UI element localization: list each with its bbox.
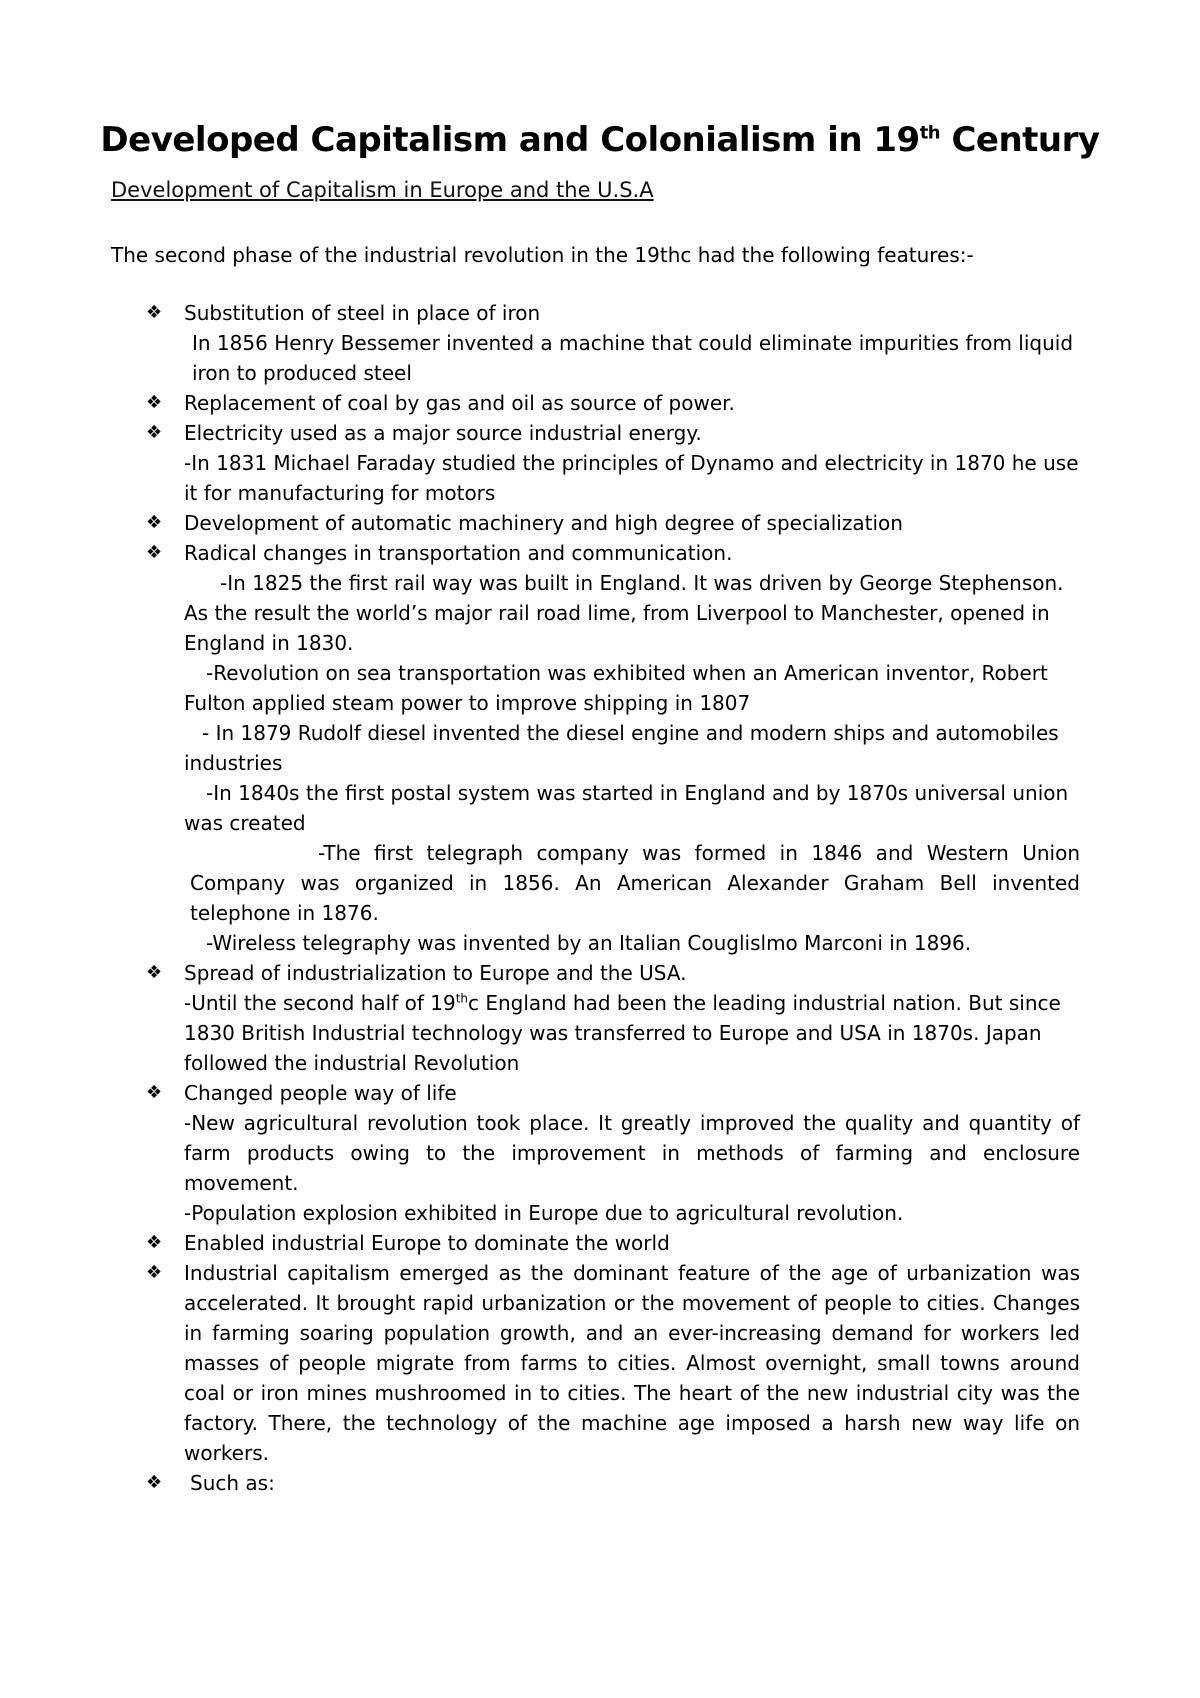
list-item-such-as [146,1468,1080,1498]
diamond-bullet-icon: ❖ [146,302,163,323]
diamond-bullet-icon: ❖ [146,392,163,413]
list-item-dominate [146,1228,1080,1258]
paragraph-text: c England had been the leading industrial nation. But since 1830 British Industrial technology was transferred to Europe and USA in 1870s. Japan followed the industrial Revolution [184,991,1061,1075]
title-text: Developed Capitalism and Colonialism in 19 [100,120,920,160]
title-end-text: Century [940,120,1100,160]
diamond-bullet-icon: ❖ [146,1472,163,1493]
item-paragraph: -In 1831 Michael Faraday studied the principles of Dynamo and electricity in 1870 he use it for manufacturing for motors [184,451,1079,505]
item-heading: Electricity used as a major source industrial energy. [184,421,702,445]
list-item-transport [146,538,1080,958]
page-title [0,120,1200,160]
item-paragraph: -New agricultural revolution took place. It greatly improved the quality and quantity of farm products owing to the improvement in methods of farming and enclosure movement. [184,1111,1080,1195]
section-subtitle: Development of Capitalism in Europe and the U.S.A [111,178,654,202]
item-paragraph: -The first telegraph company was formed in 1846 and Western Union Company was organized in 1856. An American Alexander Graham Bell invented telephone in 1876. [190,841,1080,925]
item-paragraph: -In 1825 the first rail way was built in England. It was driven by George Stephenson. As the result the world’s major rail road lime, from Liverpool to Manchester, opened in England in 1830. [184,571,1064,655]
item-heading: Replacement of coal by gas and oil as source of power. [184,391,735,415]
list-item-machinery [146,508,1080,538]
item-heading: Substitution of steel in place of iron [184,301,541,325]
item-paragraph: In 1856 Henry Bessemer invented a machine that could eliminate impurities from liquid iron to produced steel [192,331,1074,385]
diamond-bullet-icon: ❖ [146,1082,163,1103]
item-heading: Development of automatic machinery and high degree of specialization [184,511,903,535]
item-heading: Radical changes in transportation and communication. [184,541,733,565]
feature-list [146,298,1080,1498]
list-item-coal [146,388,1080,418]
item-paragraph: -Population explosion exhibited in Europe due to agricultural revolution. [184,1201,904,1225]
item-heading: Changed people way of life [184,1081,457,1105]
diamond-bullet-icon: ❖ [146,422,163,443]
item-paragraph [184,988,1080,1078]
item-heading: Such as: [190,1471,275,1495]
item-paragraph: -In 1840s the first postal system was started in England and by 1870s universal union was created [184,781,1069,835]
list-item-life [146,1078,1080,1228]
list-item-steel [146,298,1080,388]
paragraph-superscript: th [455,991,468,1006]
diamond-bullet-icon: ❖ [146,962,163,983]
list-item-spread [146,958,1080,1078]
list-item-electricity [146,418,1080,508]
item-paragraph: -Wireless telegraphy was invented by an Italian Couglislmo Marconi in 1896. [206,931,972,955]
list-item-capitalism [146,1258,1080,1468]
title-superscript: th [919,122,941,144]
paragraph-text: -Until the second half of 19 [184,991,456,1015]
diamond-bullet-icon: ❖ [146,542,163,563]
diamond-bullet-icon: ❖ [146,512,163,533]
item-paragraph: - In 1879 Rudolf diesel invented the diesel engine and modern ships and automobiles industries [184,721,1059,775]
item-heading: Enabled industrial Europe to dominate the world [184,1231,670,1255]
diamond-bullet-icon: ❖ [146,1262,163,1283]
diamond-bullet-icon: ❖ [146,1232,163,1253]
item-heading: Spread of industrialization to Europe and the USA. [184,961,687,985]
item-paragraph: -Revolution on sea transportation was exhibited when an American inventor, Robert Fulton applied steam power to improve shipping in 1807 [184,661,1048,715]
intro-paragraph: The second phase of the industrial revolution in the 19thc had the following features:- [111,243,974,267]
item-paragraph: Industrial capitalism emerged as the dominant feature of the age of urbanization was accelerated. It brought rapid urbanization or the movement of people to cities. Changes in farming soaring population growth, and an ever-increasing demand for workers led masses of people migrate from farms to cities. Almost overnight, small towns around coal or iron mines mushroomed in to cities. The heart of the new industrial city was the factory. There, the technology of the machine age imposed a harsh new way life on workers. [184,1261,1080,1465]
